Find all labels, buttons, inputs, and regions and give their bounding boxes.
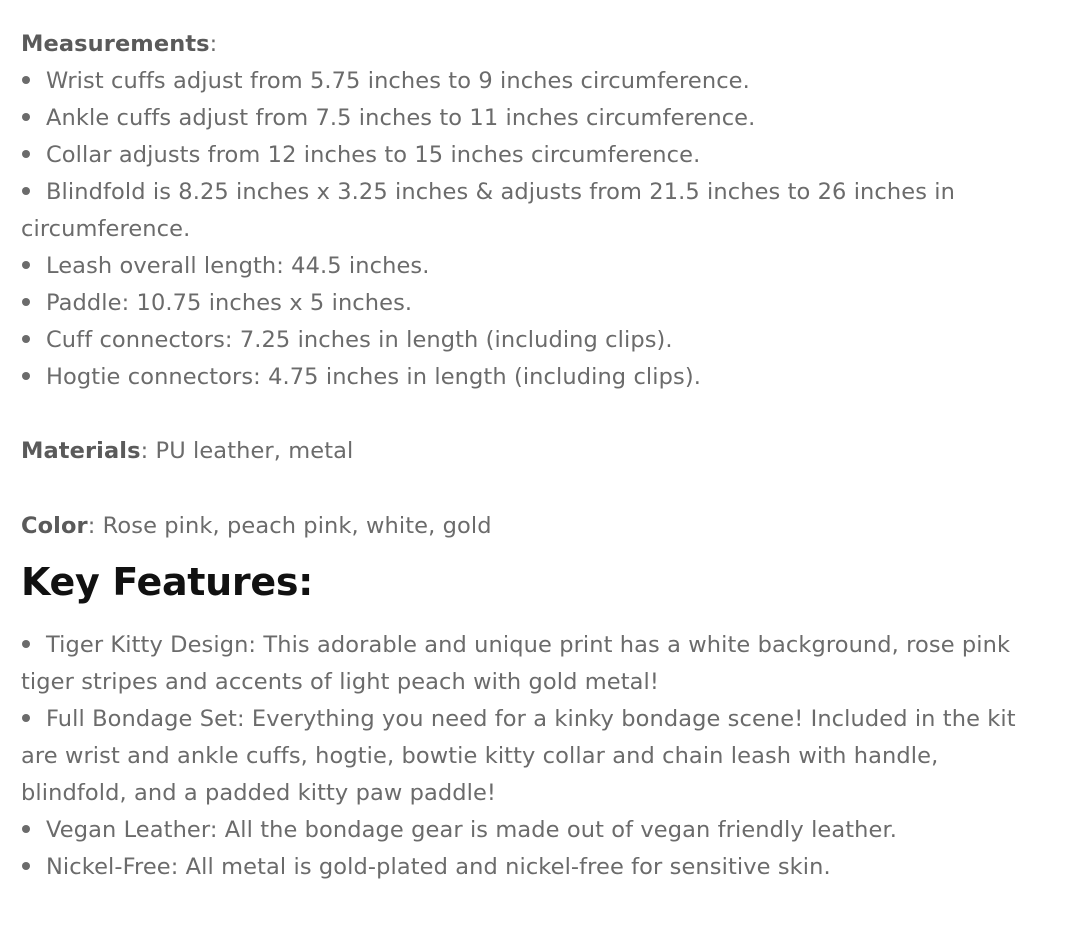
materials-label: Materials bbox=[21, 438, 141, 464]
list-item: Hogtie connectors: 4.75 inches in length (including clips). bbox=[21, 359, 1047, 396]
list-item: Ankle cuffs adjust from 7.5 inches to 11 inches circumference. bbox=[21, 100, 1047, 137]
color-label: Color bbox=[21, 513, 88, 539]
list-item: Nickel-Free: All metal is gold-plated and nickel-free for sensitive skin. bbox=[21, 849, 1047, 886]
list-item: Tiger Kitty Design: This adorable and unique print has a white background, rose pink tiger stripes and accents of light peach with gold metal! bbox=[21, 627, 1047, 701]
spacer bbox=[21, 470, 1047, 508]
measurements-label: Measurements bbox=[21, 31, 210, 57]
measurements-colon: : bbox=[209, 31, 218, 57]
list-item: Blindfold is 8.25 inches x 3.25 inches & adjusts from 21.5 inches to 26 inches in circumference. bbox=[21, 174, 1047, 248]
list-item: Vegan Leather: All the bondage gear is made out of vegan friendly leather. bbox=[21, 812, 1047, 849]
measurements-heading bbox=[21, 26, 1047, 63]
list-item: Full Bondage Set: Everything you need for a kinky bondage scene! Included in the kit are wrist and ankle cuffs, hogtie, bowtie kitty collar and chain leash with handle, blindfold, and a padded kitty paw paddle! bbox=[21, 701, 1047, 812]
list-item: Paddle: 10.75 inches x 5 inches. bbox=[21, 285, 1047, 322]
measurements-list bbox=[21, 63, 1047, 396]
list-item: Leash overall length: 44.5 inches. bbox=[21, 248, 1047, 285]
materials-value: : PU leather, metal bbox=[140, 438, 354, 464]
list-item: Cuff connectors: 7.25 inches in length (including clips). bbox=[21, 322, 1047, 359]
list-item: Wrist cuffs adjust from 5.75 inches to 9 inches circumference. bbox=[21, 63, 1047, 100]
color-value: : Rose pink, peach pink, white, gold bbox=[87, 513, 492, 539]
list-item: Collar adjusts from 12 inches to 15 inches circumference. bbox=[21, 137, 1047, 174]
materials-line bbox=[21, 433, 1047, 470]
key-features-heading: Key Features: bbox=[21, 560, 314, 604]
key-features-list bbox=[21, 627, 1047, 886]
spacer bbox=[21, 396, 1047, 433]
color-line bbox=[21, 508, 1047, 545]
